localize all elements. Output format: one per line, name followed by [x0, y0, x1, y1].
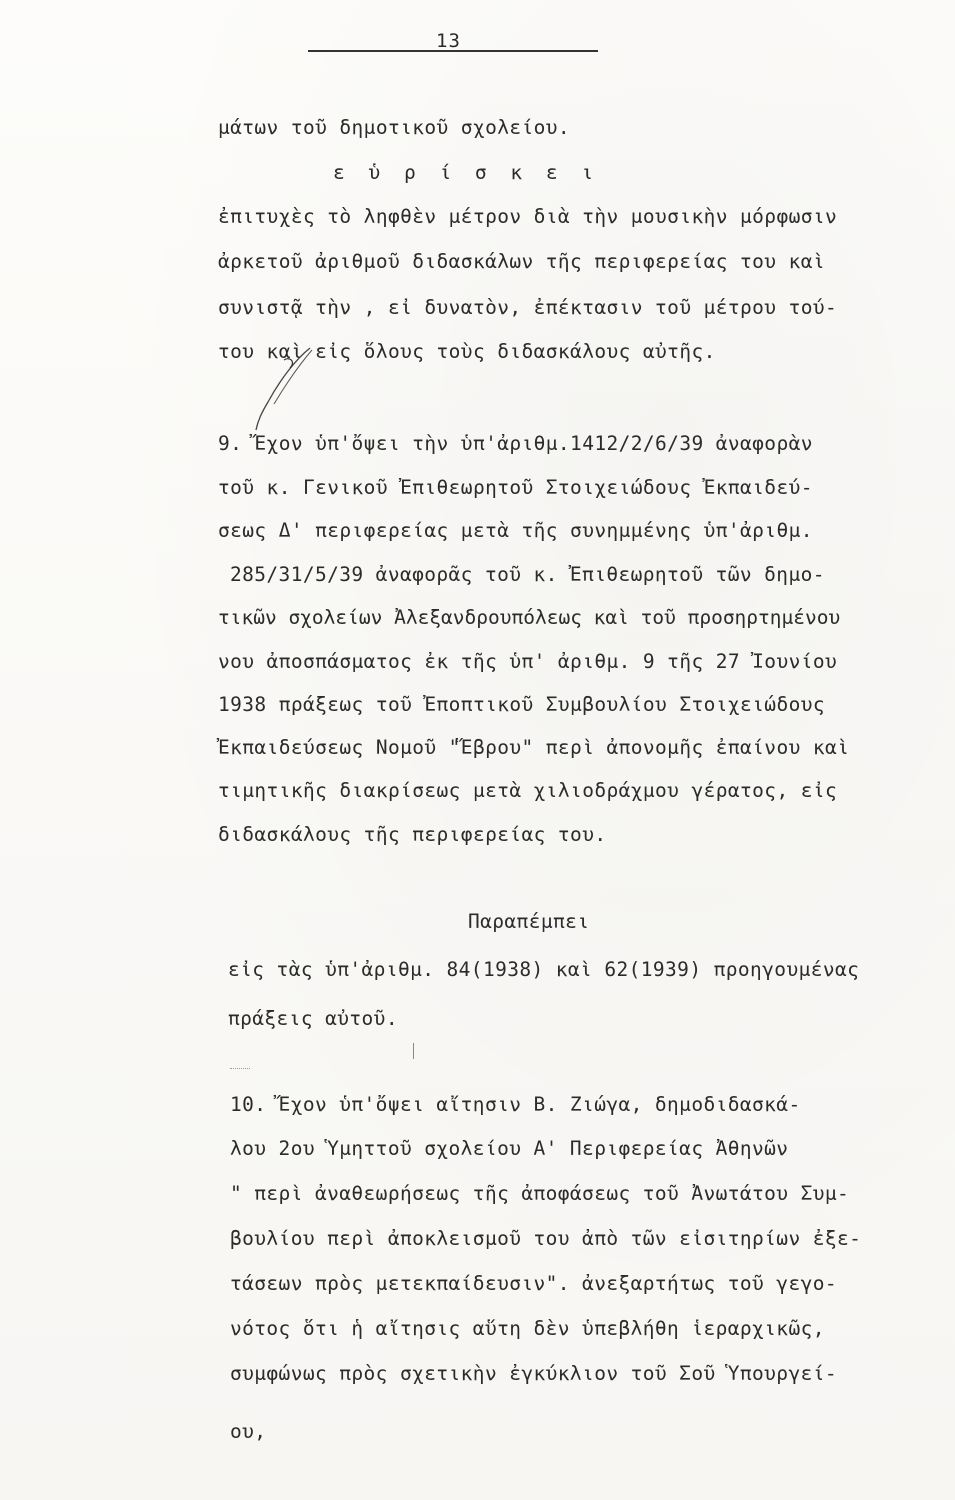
- page-number: 13: [436, 30, 461, 52]
- text-line: τιμητικῆς διακρίσεως μετὰ χιλιοδράχμου γέρατος, εἰς: [218, 779, 838, 802]
- text-line: βουλίου περὶ ἀποκλεισμοῦ του ἀπὸ τῶν εἰσιτηρίων ἐξε-: [230, 1227, 862, 1250]
- text-line: τοῦ κ. Γενικοῦ Ἐπιθεωρητοῦ Στοιχειώδους Ἐκπαιδεύ-: [218, 476, 813, 499]
- text-line: συμφώνως πρὸς σχετικὴν ἐγκύκλιον τοῦ Σοῦ Ὑπουργεί-: [230, 1362, 837, 1385]
- text-line: 285/31/5/39 ἀναφορᾶς τοῦ κ. Ἐπιθεωρητοῦ τῶν δημο-: [230, 563, 825, 586]
- text-line: εἰς τὰς ὑπ'ἀριθμ. 84(1938) καὶ 62(1939) προηγουμένας: [228, 958, 860, 981]
- text-line: ου,: [230, 1420, 267, 1443]
- text-line: νότος ὅτι ἡ αἴτησις αὕτη δὲν ὑπεβλήθη ἱεραρχικῶς,: [230, 1317, 825, 1340]
- text-line: σεως Δ' περιφερείας μετὰ τῆς συνημμένης ὑπ'ἀριθμ.: [218, 519, 813, 542]
- text-line: ἀρκετοῦ ἀριθμοῦ διδασκάλων τῆς περιφερείας του καὶ: [218, 250, 825, 273]
- section-heading-finds: ε ὑ ρ ί σ κ ε ι: [333, 161, 600, 184]
- page-number-header: [308, 30, 598, 58]
- handwritten-pen-mark: [250, 340, 330, 435]
- text-line: 1938 πράξεως τοῦ Ἐποπτικοῦ Συμβουλίου Στοιχειώδους: [218, 693, 825, 716]
- text-line: πράξεις αὐτοῦ.: [228, 1007, 398, 1030]
- show-through-text: [330, 55, 347, 77]
- text-line: τικῶν σχολείων Ἀλεξανδρουπόλεως καὶ τοῦ προσηρτημένου: [218, 606, 841, 629]
- text-line: του καὶ εἰς ὅλους τοὺς διδασκάλους αὐτῆς.: [218, 340, 716, 363]
- text-line: " περὶ ἀναθεωρήσεως τῆς ἀποφάσεως τοῦ Ἀνωτάτου Συμ-: [230, 1182, 850, 1205]
- stray-pen-tick: [413, 1043, 414, 1059]
- text-line: Ἐκπαιδεύσεως Νομοῦ "Ἕβρου" περὶ ἀπονομῆς ἐπαίνου καὶ: [218, 736, 850, 759]
- text-line: συνιστᾷ τὴν , εἰ δυνατὸν, ἐπέκτασιν τοῦ μέτρου τού-: [218, 296, 838, 319]
- text-line: τάσεων πρὸς μετεκπαίδευσιν". ἀνεξαρτήτως τοῦ γεγο-: [230, 1272, 837, 1295]
- text-line: ἐπιτυχὲς τὸ ληφθὲν μέτρον διὰ τὴν μουσικὴν μόρφωσιν: [218, 205, 838, 228]
- section-heading-refers: Παραπέμπει: [468, 910, 590, 933]
- text-line: διδασκάλους τῆς περιφερείας του.: [218, 823, 607, 846]
- stray-dotted-mark: [230, 1068, 250, 1069]
- item-10-line: 10. Ἔχον ὑπ'ὄψει αἴτησιν Β. Ζιώγα, δημοδιδασκά-: [230, 1093, 801, 1116]
- text-line: νου ἀποσπάσματος ἐκ τῆς ὑπ' ἀριθμ. 9 τῆς 27 Ἰουνίου: [218, 650, 838, 673]
- item-9-line: 9. Ἔχον ὑπ'ὄψει τὴν ὑπ'ἀριθμ.1412/2/6/39 ἀναφορὰν: [218, 432, 813, 455]
- text-line: λου 2ου Ὑμηττοῦ σχολείου Α' Περιφερείας Ἀθηνῶν: [230, 1137, 789, 1160]
- text-line: μάτων τοῦ δημοτικοῦ σχολείου.: [218, 116, 571, 139]
